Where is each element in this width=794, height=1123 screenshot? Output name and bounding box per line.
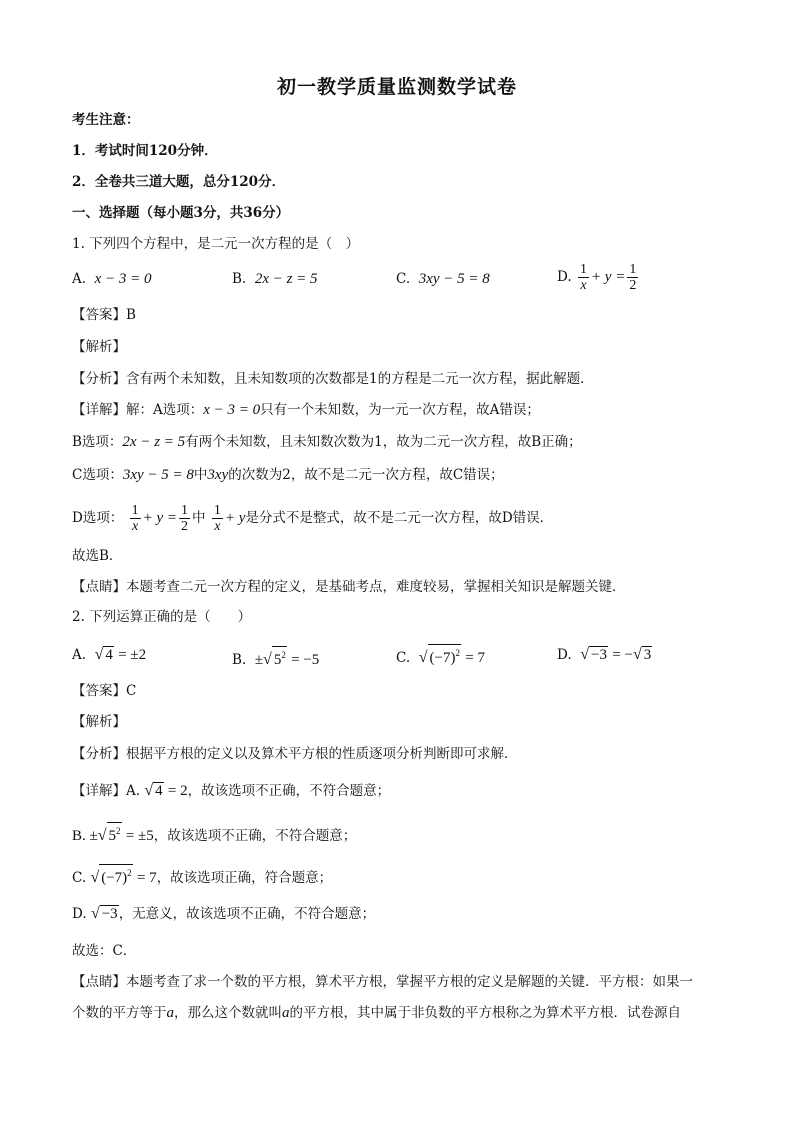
sqrt-5-squared: √ $5^2$ (263, 646, 287, 669)
q2-dianjing-line-2: 个数的平方等于a，那么这个数就叫a的平方根，其中属于非负数的平方根称之为算术平方根．试卷源自 (72, 1005, 681, 1021)
section-heading: 一、选择题（每小题3分，共36分） (72, 205, 290, 221)
q1-analysis-heading: 【解析】 (72, 339, 126, 355)
q1-detail-c: C选项：3xy − 5 = 8中3xy的次数为2，故不是二元一次方程，故C错误； (72, 467, 504, 483)
q2-detail-c: C. √ $(-7)^2 = 7$，故该选项正确，符合题意； (72, 864, 332, 887)
q1-option-d-label: D. (557, 269, 572, 285)
q2-detail-a: 【详解】A. √ 4 = 2，故该选项不正确，不符合题意； (72, 782, 391, 799)
notice-heading: 考生注意： (72, 112, 140, 128)
q1-option-a-label: A. (72, 271, 87, 287)
q1-detail-b: B选项：2x − z = 5有两个未知数，且未知数次数为1，故为二元一次方程，故B正确； (72, 434, 582, 450)
q1-detail-d-fraction-2: $\frac{1}{2}$ (181, 503, 189, 534)
q1-option-d-mid: + y = (590, 269, 626, 285)
q1-dianjing: 【点睛】本题考查二元一次方程的定义，是基础考点，难度较易，掌握相关知识是解题关键． (72, 579, 626, 595)
q1-detail-d: D选项： $\frac{1}{x}$ + y = $\frac{1}{2}$ 中 $\frac{1}{x}$ + y是分式不是整式，故不是二元一次方程，故D错误． (72, 503, 554, 534)
q1-conclusion: 故选B． (72, 548, 123, 564)
q1-option-b-label: B. (232, 271, 247, 287)
q2-dianjing-line-1: 【点睛】本题考查了求一个数的平方根，算术平方根，掌握平方根的定义是解题的关键．平方根：如果一 (72, 974, 693, 990)
q1-option-a (72, 270, 152, 288)
notice-item-1: 1．考试时间120分钟． (72, 143, 218, 159)
q1-option-d-fraction-2: $\frac{1}{2}$ (629, 262, 637, 293)
sqrt-4: √ 4 (94, 646, 113, 663)
q1-option-c-label: C. (396, 271, 411, 287)
q2-option-a: A. √ 4 = ±2 (72, 646, 147, 663)
q1-answer: 【答案】B (72, 307, 136, 323)
sqrt-neg7-squared: √ $(-7)^2$ (419, 644, 461, 667)
q1-detail-a: 【详解】解：A选项：x − 3 = 0只有一个未知数，为一元一次方程，故A错误； (72, 402, 540, 418)
q1-detail-d-fraction-1: $\frac{1}{x}$ (131, 503, 139, 534)
q2-analysis-heading: 【解析】 (72, 714, 126, 730)
q2-detail-d: D. √ −3，无意义，故该选项不正确，不符合题意； (72, 905, 376, 922)
question-1-stem: 1. 下列四个方程中，是二元一次方程的是（ ） (72, 236, 360, 252)
q1-detail-d-fraction-3: $\frac{1}{x}$ (213, 503, 221, 534)
q2-option-c: C. √ $(-7)^2 = 7$ (396, 644, 485, 667)
q1-option-b (232, 270, 318, 288)
q1-option-a-math: x − 3 = 0 (94, 271, 152, 287)
page-title: 初一教学质量监测数学试卷 (276, 76, 517, 98)
q1-fenxi: 【分析】含有两个未知数，且未知数项的次数都是1的方程是二元一次方程，据此解题． (72, 371, 594, 387)
q2-answer: 【答案】C (72, 683, 137, 699)
q2-detail-b: B. ±√ $5^2 = \pm 5$，故该选项不正确，不符合题意； (72, 822, 356, 845)
q1-option-b-math: 2x − z = 5 (254, 271, 318, 287)
question-2-stem: 2. 下列运算正确的是（ ） (72, 609, 252, 625)
q2-conclusion: 故选：C． (72, 943, 137, 959)
sqrt-3: √ 3 (632, 646, 652, 663)
q1-option-c (396, 270, 490, 288)
notice-item-2: 2．全卷共三道大题，总分120分． (72, 174, 286, 190)
q1-option-d (557, 262, 640, 293)
q2-option-b: B. ±√ $5^2 = -5$ (232, 646, 319, 669)
q1-option-c-math: 3xy − 5 = 8 (418, 271, 490, 287)
q2-fenxi: 【分析】根据平方根的定义以及算术平方根的性质逐项分析判断即可求解． (72, 746, 518, 762)
q2-option-d: D. √ −3 = −√ 3 (557, 646, 652, 663)
q1-option-d-fraction-1: $\frac{1}{x}$ (579, 262, 587, 293)
sqrt-neg3: √ −3 (580, 646, 607, 663)
